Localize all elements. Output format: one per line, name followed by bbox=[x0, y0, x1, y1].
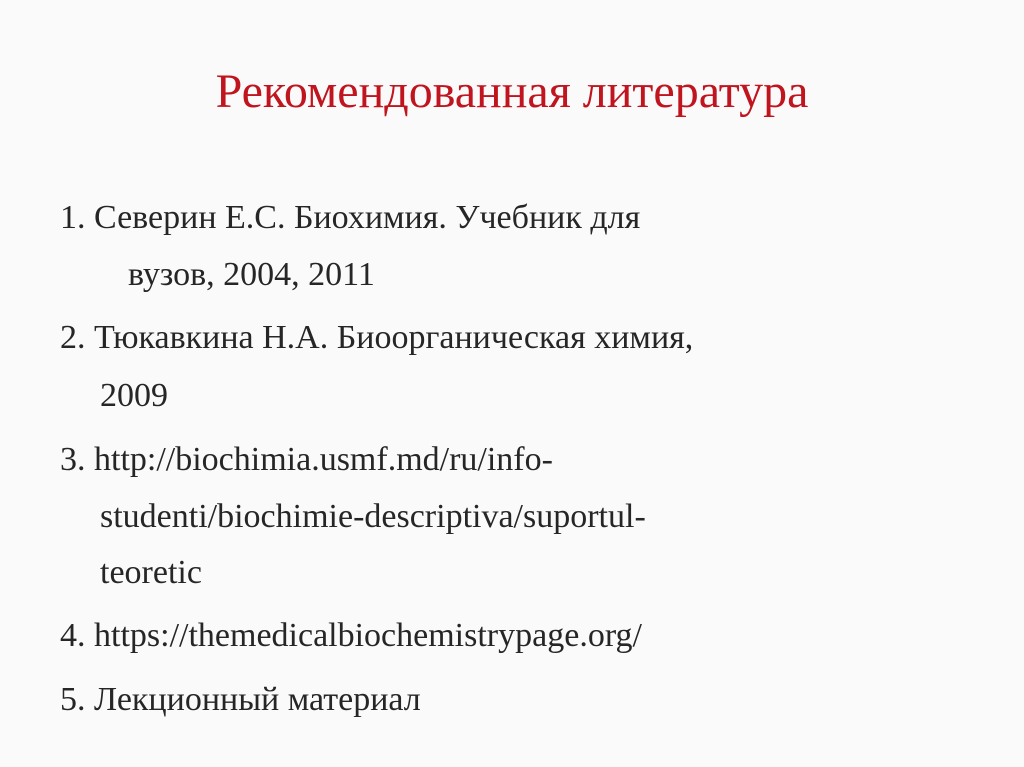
reference-3-line-2: studenti/biochimie-descriptiva/suportul- bbox=[100, 498, 646, 535]
reference-1-number: 1. bbox=[60, 199, 86, 236]
slide-title: Рекомендованная литература bbox=[215, 65, 809, 118]
reference-5-text: Лекционный материал bbox=[94, 681, 421, 718]
reference-5-line-1 bbox=[60, 680, 421, 720]
reference-1-line-2: вузов, 2004, 2011 bbox=[128, 256, 375, 293]
reference-3-line-1 bbox=[60, 440, 553, 480]
reference-3-number: 3. bbox=[60, 441, 86, 478]
reference-1-line-1 bbox=[60, 198, 640, 238]
reference-1-text: Северин Е.С. Биохимия. Учебник для bbox=[94, 199, 641, 236]
reference-5-number: 5. bbox=[60, 681, 86, 718]
reference-4-line-1 bbox=[60, 616, 642, 656]
reference-3-text: http://biochimia.usmf.md/ru/info- bbox=[94, 441, 553, 478]
reference-2-line-2: 2009 bbox=[100, 377, 168, 414]
reference-4-number: 4. bbox=[60, 617, 86, 654]
reference-2-number: 2. bbox=[60, 319, 86, 356]
reference-2-text: Тюкавкина Н.А. Биоорганическая химия, bbox=[94, 319, 694, 356]
reference-2-line-1 bbox=[60, 318, 693, 358]
reference-4-text: https://themedicalbiochemistrypage.org/ bbox=[94, 617, 642, 654]
reference-3-line-3: teoretic bbox=[100, 554, 202, 591]
